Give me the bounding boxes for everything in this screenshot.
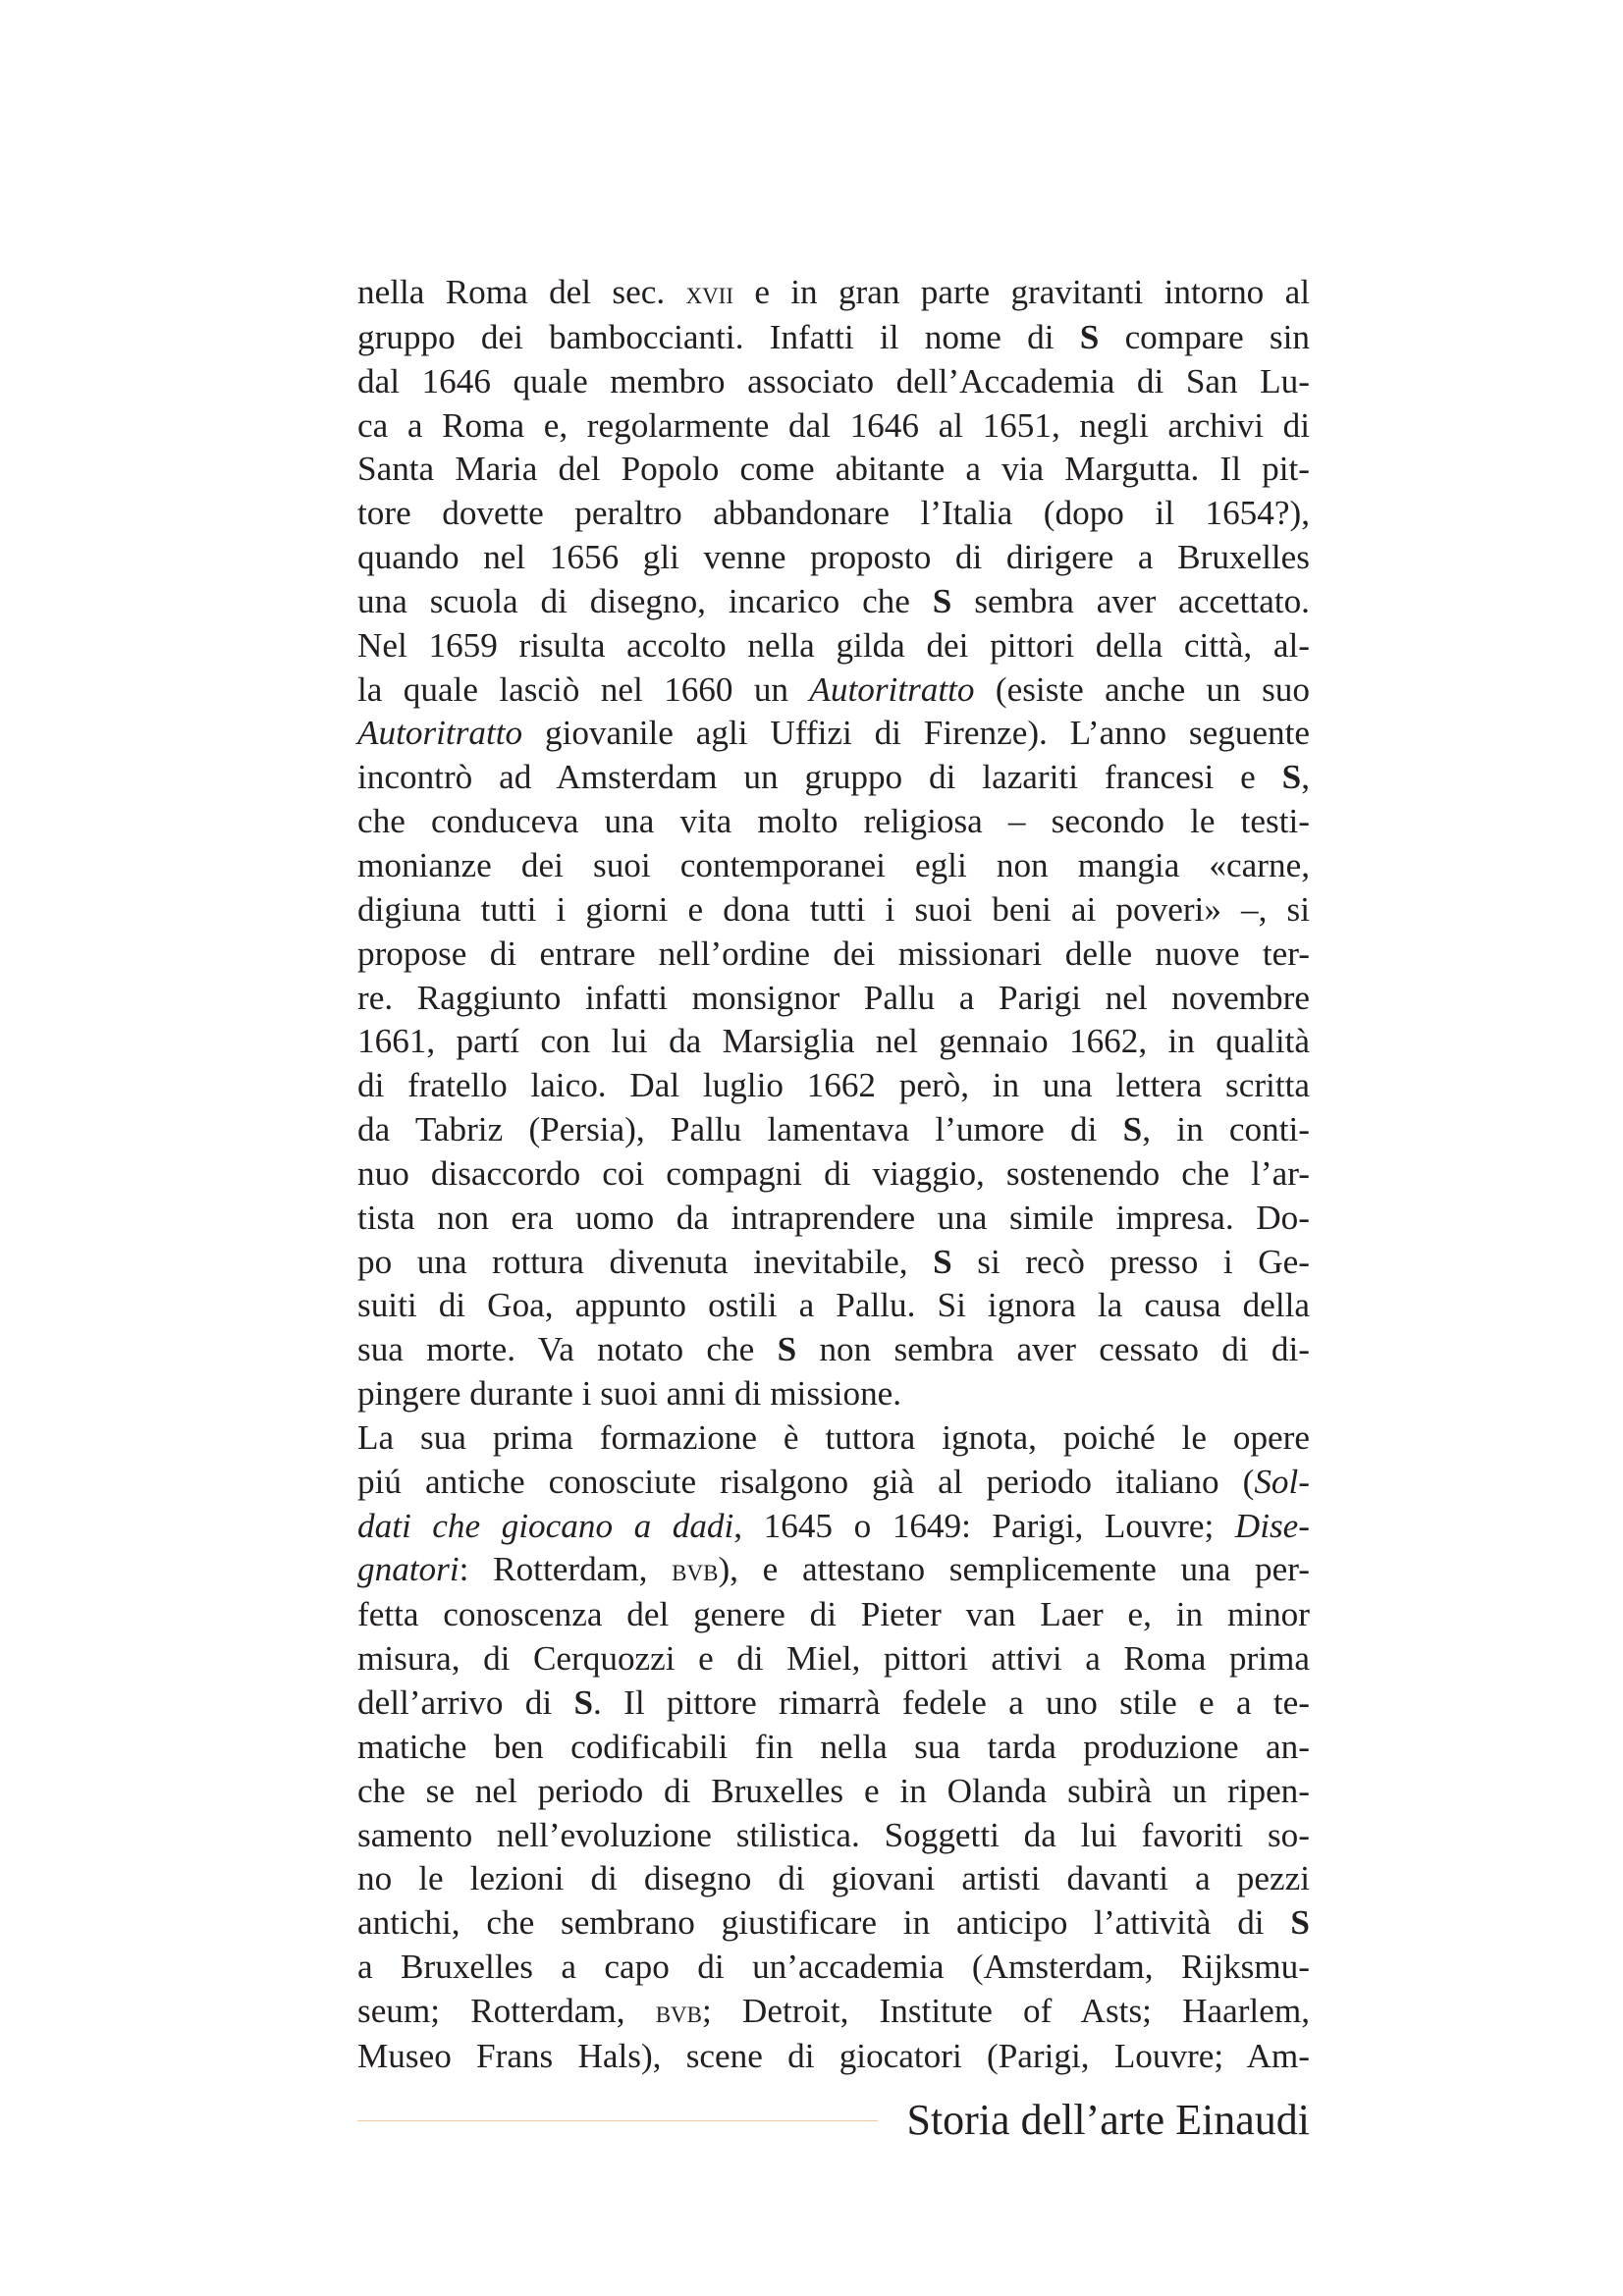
text-line	[357, 668, 1310, 713]
text-line	[357, 492, 1310, 536]
text-line	[357, 712, 1310, 756]
text-line	[357, 1152, 1310, 1197]
text-run: ; Detroit, Institute of Asts; Haarlem,	[702, 1991, 1310, 2030]
text-run: propose di entrare nell’ordine dei missionari delle nuove ter-	[357, 934, 1310, 973]
artist-initial: S	[573, 1683, 594, 1722]
small-caps-text: bvb	[672, 1553, 719, 1589]
text-run: di fratello laico. Dal luglio 1662 però, in una lettera scritta	[357, 1066, 1310, 1105]
artwork-title: Autoritratto	[809, 669, 975, 709]
text-line	[357, 2035, 1310, 2079]
text-line	[357, 1857, 1310, 1901]
text-run: , 1645 o 1649: Parigi, Louvre;	[733, 1506, 1235, 1545]
small-caps-text: xvii	[685, 276, 733, 311]
text-line	[357, 1548, 1310, 1593]
text-run: che conduceva una vita molto religiosa – secondo le testi-	[357, 802, 1310, 841]
text-run: monianze dei suoi contemporanei egli non mangia «carne,	[357, 845, 1310, 884]
text-run: : Rotterdam,	[459, 1550, 673, 1589]
text-run: giovanile agli Uffizi di Firenze). L’anno seguente	[522, 714, 1310, 753]
artwork-title: dati che giocano a dadi	[357, 1506, 734, 1545]
text-line	[357, 1990, 1310, 2035]
text-run: no le lezioni di disegno di giovani artisti davanti a pezzi	[357, 1859, 1310, 1898]
text-line	[357, 888, 1310, 933]
text-line	[357, 1020, 1310, 1064]
text-run: una scuola di disegno, incarico che	[357, 581, 933, 620]
text-line	[357, 1946, 1310, 1990]
text-line	[357, 1682, 1310, 1726]
artwork-title: Autoritratto	[357, 714, 523, 753]
text-line	[357, 271, 1310, 316]
text-run: si recò presso i Ge-	[951, 1242, 1311, 1281]
text-run: Nel 1659 risulta accolto nella gilda dei pittori della città, al-	[357, 625, 1310, 665]
text-run: gruppo dei bamboccianti. Infatti il nome di	[357, 317, 1080, 356]
text-run: tore dovette peraltro abbandonare l’Italia (dopo il 1654?),	[357, 494, 1310, 533]
text-run: ca a Roma e, regolarmente dal 1646 al 1651, negli archivi di	[357, 405, 1310, 445]
footer-title: Storia dell’arte Einaudi	[906, 2096, 1310, 2144]
text-line	[357, 316, 1310, 360]
text-run: piú antiche conosciute risalgono già al periodo italiano (	[357, 1462, 1255, 1501]
text-line	[357, 404, 1310, 449]
artist-initial: S	[933, 1242, 952, 1281]
text-line	[357, 1284, 1310, 1328]
text-line	[357, 756, 1310, 800]
text-run: digiuna tutti i giorni e dona tutti i suoi beni ai poveri» –, si	[357, 889, 1310, 929]
text-run: da Tabriz (Persia), Pallu lamentava l’umore di	[357, 1110, 1123, 1149]
text-line	[357, 1505, 1310, 1549]
text-line	[357, 844, 1310, 888]
text-run: sembra aver accettato.	[951, 581, 1310, 620]
text-run: sua morte. Va notato che	[357, 1330, 778, 1369]
text-run: samento nell’evoluzione stilistica. Soggetti da lui favoriti so-	[357, 1815, 1310, 1854]
text-line	[357, 1901, 1310, 1946]
text-run: re. Raggiunto infatti monsignor Pallu a Parigi nel novembre	[357, 978, 1310, 1017]
text-line	[357, 1593, 1310, 1637]
body-text	[357, 271, 1310, 2079]
text-line	[357, 536, 1310, 580]
text-run: non sembra aver cessato di di-	[796, 1330, 1310, 1369]
text-run: (esiste anche un suo	[974, 669, 1310, 709]
text-run: a Bruxelles a capo di un’accademia (Amsterdam, Rijksmu-	[357, 1948, 1310, 1987]
text-run: nuo disaccordo coi compagni di viaggio, sostenendo che l’ar-	[357, 1153, 1310, 1193]
text-line	[357, 1064, 1310, 1108]
text-run: . Il pittore rimarrà fedele a uno stile e a te-	[593, 1683, 1310, 1722]
text-run: La sua prima formazione è tuttora ignota, poiché le opere	[357, 1417, 1310, 1457]
artwork-title: Sol-	[1254, 1462, 1310, 1501]
artwork-title: Dise-	[1234, 1506, 1310, 1545]
text-run: dell’arrivo di	[357, 1683, 574, 1722]
text-run: ), e attestano semplicemente una per-	[718, 1550, 1310, 1589]
artist-initial: S	[1079, 317, 1100, 356]
text-run: ,	[1301, 758, 1310, 797]
text-run: quando nel 1656 gli venne proposto di dirigere a Bruxelles	[357, 538, 1310, 577]
artist-initial: S	[1122, 1110, 1143, 1149]
text-run: Museo Frans Hals), scene di giocatori (Parigi, Louvre; Am-	[357, 2036, 1310, 2075]
artist-initial: S	[1281, 758, 1302, 797]
text-line	[357, 1328, 1310, 1372]
text-run: matiche ben codificabili fin nella sua tarda produzione an-	[357, 1727, 1310, 1766]
text-line	[357, 977, 1310, 1021]
text-line	[357, 360, 1310, 404]
text-line	[357, 1241, 1310, 1285]
text-line	[357, 1372, 1310, 1416]
text-run: misura, di Cerquozzi e di Miel, pittori attivi a Roma prima	[357, 1639, 1310, 1679]
text-run: Santa Maria del Popolo come abitante a via Margutta. Il pit-	[357, 450, 1310, 489]
text-line	[357, 448, 1310, 492]
text-run: pingere durante i suoi anni di missione.	[357, 1374, 902, 1414]
text-line	[357, 1108, 1310, 1152]
footer-rule	[357, 2120, 878, 2121]
text-run: suiti di Goa, appunto ostili a Pallu. Si ignora la causa della	[357, 1286, 1310, 1325]
text-line	[357, 1770, 1310, 1814]
text-line	[357, 800, 1310, 844]
text-run: incontrò ad Amsterdam un gruppo di lazariti francesi e	[357, 758, 1282, 797]
text-run: po una rottura divenuta inevitabile,	[357, 1242, 934, 1281]
text-run: antichi, che sembrano giustificare in anticipo l’attività di	[357, 1903, 1291, 1943]
text-line	[357, 1197, 1310, 1241]
small-caps-text: bvb	[655, 1994, 702, 2030]
text-line	[357, 1726, 1310, 1770]
text-run: tista non era uomo da intraprendere una simile impresa. Do-	[357, 1198, 1310, 1237]
artist-initial: S	[932, 581, 952, 620]
text-run: che se nel periodo di Bruxelles e in Olanda subirà un ripen-	[357, 1771, 1310, 1810]
text-run: nella Roma del sec.	[357, 273, 686, 311]
text-line	[357, 1637, 1310, 1682]
text-run: dal 1646 quale membro associato dell’Accademia di San Lu-	[357, 361, 1310, 400]
text-run: fetta conoscenza del genere di Pieter van Laer e, in minor	[357, 1595, 1310, 1634]
text-run: e in gran parte gravitanti intorno al	[733, 273, 1310, 311]
text-line	[357, 1461, 1310, 1505]
text-line	[357, 1416, 1310, 1461]
text-run: la quale lasciò nel 1660 un	[357, 669, 810, 709]
text-line	[357, 624, 1310, 668]
text-line	[357, 580, 1310, 624]
text-run: compare sin	[1099, 317, 1310, 356]
text-line	[357, 1814, 1310, 1858]
text-line	[357, 933, 1310, 977]
artist-initial: S	[777, 1330, 797, 1369]
text-run: , in conti-	[1142, 1110, 1310, 1149]
text-run: seum; Rotterdam,	[357, 1991, 656, 2030]
artist-initial: S	[1290, 1903, 1310, 1943]
text-run: 1661, partí con lui da Marsiglia nel gennaio 1662, in qualità	[357, 1022, 1310, 1061]
artwork-title: gnatori	[357, 1550, 460, 1589]
